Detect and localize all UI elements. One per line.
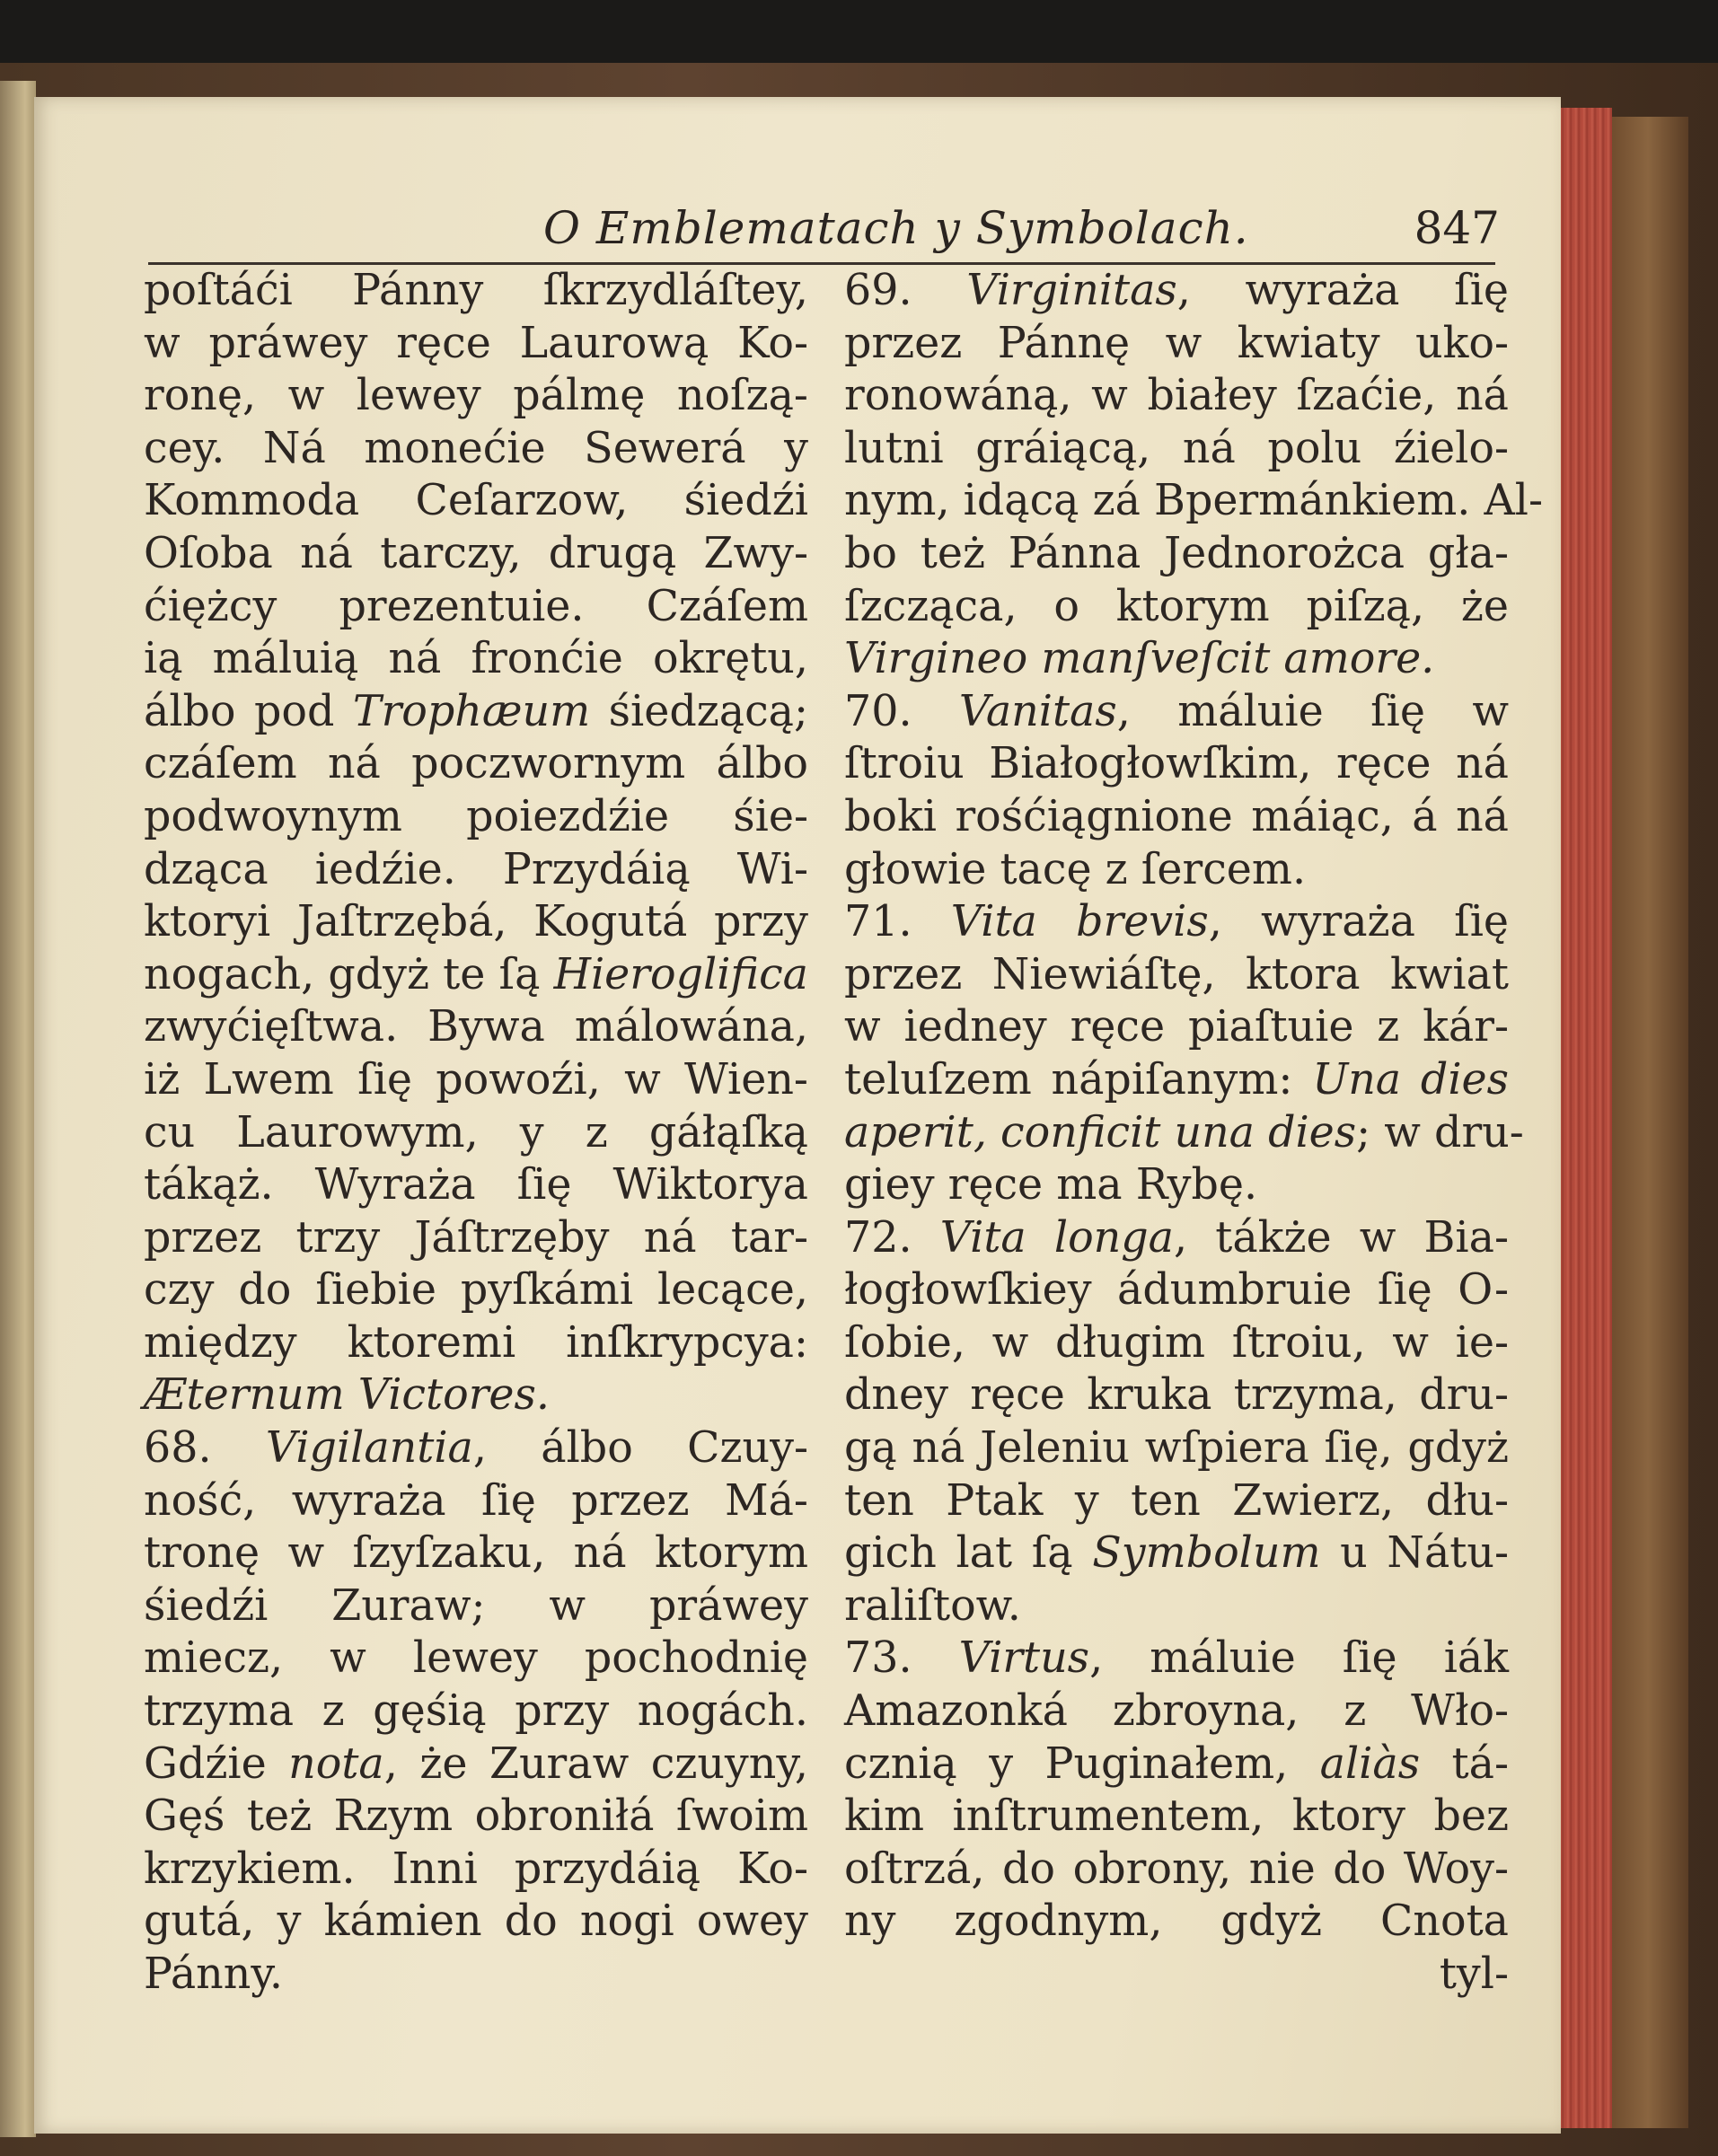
text-line: 69. Virginitas, wyraża ſię bbox=[844, 266, 1509, 315]
text-line: przez Niewiáſtę, ktora kwiat bbox=[844, 949, 1509, 999]
text-line: boki rośćiągnione máiąc, á ná bbox=[844, 791, 1509, 841]
text-line: álbo pod Trophæum śiedzącą; bbox=[144, 686, 808, 736]
text-line: miecz, w lewey pochodnię bbox=[144, 1633, 808, 1684]
text-line: ronę, w lewey pálmę noſzą- bbox=[144, 371, 808, 421]
text-line: zwyćięſtwa. Bywa málowána, bbox=[144, 1002, 808, 1052]
text-line: 70. Vanitas, máluie ſię w bbox=[844, 686, 1509, 736]
text-line: lutni gráiącą, ná polu źielo- bbox=[844, 423, 1509, 473]
text-line: nogach, gdyż te ſą Hieroglifica bbox=[144, 949, 808, 999]
text-line: kim inſtrumentem, ktory bez bbox=[844, 1791, 1509, 1842]
page-number: 847 bbox=[1414, 202, 1500, 254]
text-line: Amazonká zbroyna, z Wło- bbox=[844, 1686, 1509, 1737]
text-line: ronowáną, w białey ſzaćie, ná bbox=[844, 371, 1509, 421]
text-line: gą ná Jeleniu wſpiera ſię, gdyż bbox=[844, 1423, 1509, 1474]
text-line: przez trzy Jáſtrzęby ná tar- bbox=[144, 1212, 808, 1263]
text-line: trzyma z gęśią przy nogách. bbox=[144, 1686, 808, 1737]
text-line: teluſzem nápiſanym: Una dies bbox=[844, 1054, 1509, 1104]
text-line: Oſoba ná tarczy, drugą Zwy- bbox=[144, 528, 808, 578]
text-line: w iedney ręce piaſtuie z kár- bbox=[844, 1002, 1509, 1052]
text-line: w práwey ręce Laurową Ko- bbox=[144, 318, 808, 368]
text-line: Kommoda Ceſarzow, śiedźi bbox=[144, 476, 808, 526]
text-line: cey. Ná monećie Sewerá y bbox=[144, 423, 808, 473]
text-line: czáſem ná poczwornym álbo bbox=[144, 739, 808, 789]
text-line: tákąż. Wyraża ſię Wiktorya bbox=[144, 1160, 808, 1210]
text-line: Virgineo manſveſcit amore. bbox=[844, 634, 1435, 684]
text-line: ſobie, w długim ſtroiu, w ie- bbox=[844, 1317, 1509, 1368]
text-line: śiedźi Zuraw; w práwey bbox=[144, 1580, 808, 1631]
text-line: raliſtow. bbox=[844, 1580, 1021, 1631]
text-line: Gęś też Rzym obroniłá ſwoim bbox=[144, 1791, 808, 1842]
text-line: krzykiem. Inni przydáią Ko- bbox=[144, 1844, 808, 1894]
text-line: dney ręce kruka trzyma, dru- bbox=[844, 1370, 1509, 1421]
page-header bbox=[148, 202, 1513, 265]
text-line: dząca iedźie. Przydáią Wi- bbox=[144, 844, 808, 894]
text-line: ten Ptak y ten Zwierz, dłu- bbox=[844, 1475, 1509, 1526]
text-line: podwoynym poiezdźie śie- bbox=[144, 791, 808, 841]
right-text-column bbox=[844, 265, 1543, 2002]
text-line: głowie tacę z ſercem. bbox=[844, 844, 1307, 894]
text-line: Æternum Victores. bbox=[144, 1370, 551, 1421]
text-line: 71. Vita brevis, wyraża ſię bbox=[844, 897, 1510, 947]
left-page-edge bbox=[0, 81, 36, 2137]
text-line: przez Pánnę w kwiaty uko- bbox=[844, 318, 1509, 368]
text-line: między ktoremi inſkrypcya: bbox=[144, 1317, 808, 1368]
left-text-column bbox=[144, 265, 808, 2002]
text-line: gutá, y kámien do nogi owey bbox=[144, 1896, 808, 1947]
text-line: ny zgodnym, gdyż Cnota bbox=[844, 1896, 1509, 1947]
text-line: czy do ſiebie pyſkámi lecące, bbox=[144, 1265, 808, 1316]
text-line: cu Laurowym, y z gáłąſką bbox=[144, 1107, 808, 1157]
text-line: gich lat ſą Symbolum u Nátu- bbox=[844, 1528, 1510, 1579]
book-binding-edge bbox=[1608, 117, 1688, 2128]
text-line: cznią y Puginałem, aliàs tá- bbox=[844, 1738, 1509, 1789]
text-line: 73. Virtus, máluie ſię iák bbox=[844, 1633, 1509, 1684]
text-line: ność, wyraża ſię przez Má- bbox=[144, 1475, 808, 1526]
text-line: aperit, conficit una dies; w dru- bbox=[844, 1107, 1524, 1157]
text-line: poſtáći Pánny ſkrzydláſtey, bbox=[144, 266, 808, 315]
text-line: ſzcząca, o ktorym piſzą, że bbox=[844, 581, 1509, 631]
text-line: 72. Vita longa, tákże w Bia- bbox=[844, 1212, 1509, 1263]
text-line: 68. Vigilantia, álbo Czuy- bbox=[144, 1423, 808, 1474]
text-line: giey ręce ma Rybę. bbox=[844, 1160, 1258, 1210]
text-line: ſtroiu Białogłowſkim, ręce ná bbox=[844, 739, 1509, 789]
text-line: iż Lwem ſię powoźi, w Wien- bbox=[144, 1054, 808, 1104]
text-line: tronę w ſzyſzaku, ná ktorym bbox=[144, 1528, 808, 1579]
text-line: ktoryi Jaſtrzębá, Kogutá przy bbox=[144, 897, 808, 947]
text-line: łogłowſkiey ádumbruie ſię O- bbox=[844, 1265, 1509, 1316]
text-line: Pánny. bbox=[144, 1949, 283, 1999]
text-line: ćiężcy prezentuie. Czáſem bbox=[144, 581, 808, 631]
running-title: O Emblematach y Symbolach. bbox=[543, 202, 1249, 254]
text-line: ią máluią ná fronćie okrętu, bbox=[144, 634, 808, 684]
text-line: tyl- bbox=[1439, 1949, 1509, 1999]
text-line: oſtrzá, do obrony, nie do Woy- bbox=[844, 1844, 1509, 1894]
text-line: bo też Pánna Jednorożca gła- bbox=[844, 528, 1509, 578]
text-line: nym, idącą zá Bpermánkiem. Al- bbox=[844, 476, 1543, 526]
text-line: Gdźie nota, że Zuraw czuyny, bbox=[144, 1738, 808, 1789]
